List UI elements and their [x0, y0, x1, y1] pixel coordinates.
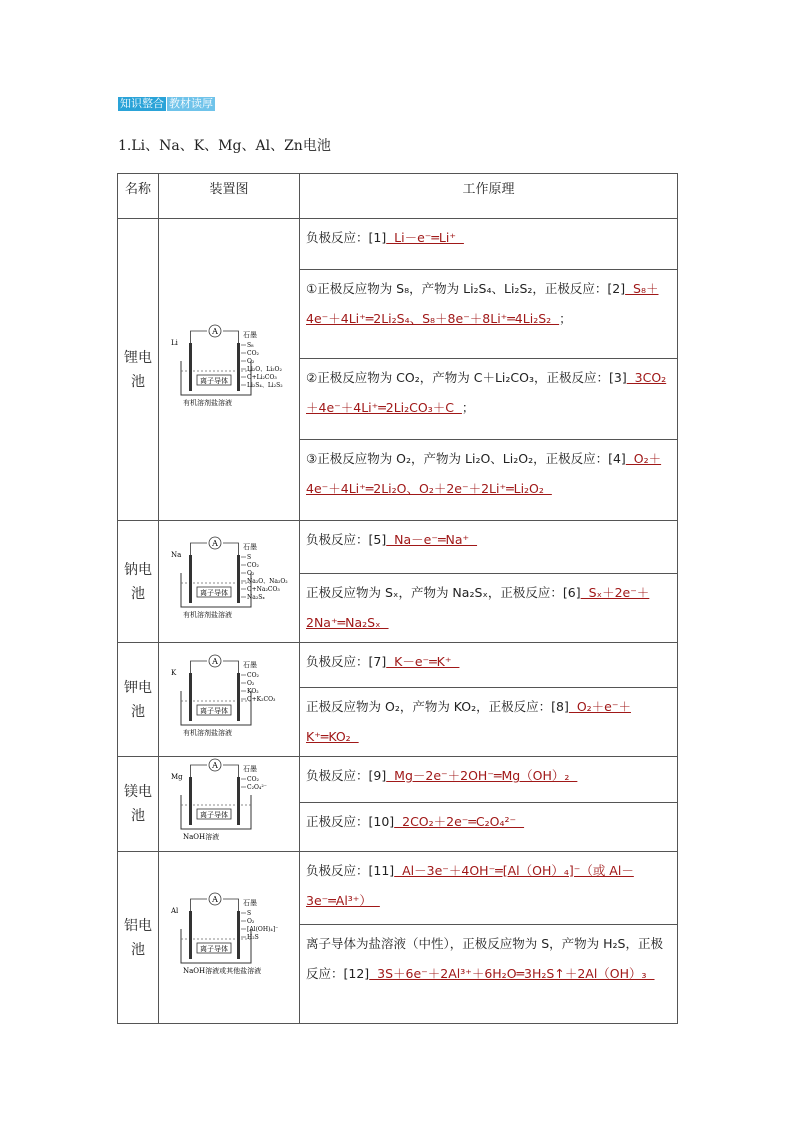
- reaction-cell: [300, 643, 678, 688]
- header-device: 装置图: [159, 174, 300, 219]
- svg-text:石墨: 石墨: [243, 898, 257, 907]
- svg-text:O₂: O₂: [247, 917, 255, 925]
- svg-text:石墨: 石墨: [243, 330, 257, 339]
- reaction-suffix: ；: [559, 311, 572, 326]
- svg-text:S: S: [247, 909, 252, 917]
- reaction-prompt: 负极反应：[5]: [306, 532, 387, 547]
- reaction-cell: [300, 270, 678, 359]
- header-principle: 工作原理: [300, 174, 678, 219]
- table-row: [118, 643, 678, 688]
- reaction-cell: [300, 440, 678, 521]
- table-row: [118, 219, 678, 270]
- svg-text:S: S: [247, 553, 252, 561]
- reaction-cell: [300, 574, 678, 643]
- battery-name: 锂电池: [118, 219, 159, 521]
- svg-text:A: A: [212, 894, 218, 904]
- reaction-answer: O₂＋e⁻＋K⁺═KO₂: [306, 699, 631, 744]
- svg-text:[Al(OH)₄]⁻: [Al(OH)₄]⁻: [247, 925, 279, 933]
- reaction-prompt: 负极反应：[9]: [306, 768, 387, 783]
- reaction-prompt: ①正极反应物为 S₈，产物为 Li₂S₄、Li₂S₂，正极反应：[2]: [306, 281, 626, 296]
- svg-text:有机溶剂盐溶液: 有机溶剂盐溶液: [183, 398, 232, 407]
- reaction-prompt: 正极反应：[10]: [306, 814, 395, 830]
- svg-text:Li₂O、Li₂O₂: Li₂O、Li₂O₂: [247, 365, 282, 373]
- svg-text:石墨: 石墨: [243, 660, 257, 669]
- svg-text:O₂: O₂: [247, 357, 255, 365]
- reaction-answer: 3CO₂＋4e⁻＋4Li⁺═2Li₂CO₃＋C: [306, 370, 667, 415]
- svg-text:A: A: [212, 538, 218, 548]
- reaction-answer: 2CO₂＋2e⁻═C₂O₄²⁻: [394, 814, 525, 830]
- reaction-prompt: 负极反应：[7]: [306, 654, 387, 669]
- reaction-prompt: ③正极反应物为 O₂，产物为 Li₂O、Li₂O₂，正极反应：[4]: [306, 451, 626, 466]
- svg-text:离子导体: 离子导体: [200, 706, 228, 715]
- battery-name: 铝电池: [118, 852, 159, 1024]
- cell-diagram: [167, 653, 291, 743]
- svg-text:C+Na₂CO₃: C+Na₂CO₃: [247, 585, 280, 593]
- svg-text:离子导体: 离子导体: [200, 944, 228, 953]
- reaction-cell: [300, 521, 678, 574]
- reaction-answer: S₈＋4e⁻＋4Li⁺═2Li₂S₄、S₈＋8e⁻＋8Li⁺═4Li₂S₂: [306, 281, 659, 326]
- svg-text:CO₂: CO₂: [247, 561, 259, 569]
- reaction-answer: Mg－2e⁻＋2OH⁻═Mg（OH）₂: [386, 768, 578, 783]
- table-header-row: [118, 174, 678, 219]
- device-diagram: [159, 643, 300, 757]
- svg-text:Al: Al: [171, 906, 179, 915]
- reaction-cell: [300, 688, 678, 757]
- svg-text:NaOH溶液: NaOH溶液: [183, 833, 220, 841]
- svg-text:石墨: 石墨: [243, 542, 257, 551]
- section-heading: 1.Li、Na、K、Mg、Al、Zn电池: [118, 138, 331, 154]
- svg-text:CO₂: CO₂: [247, 671, 259, 679]
- cell-diagram: [167, 757, 291, 847]
- reaction-prompt: 正极反应物为 Sₓ，产物为 Na₂Sₓ，正极反应：[6]: [306, 585, 581, 600]
- reaction-answer: Li－e⁻═Li⁺: [386, 230, 464, 245]
- svg-text:K: K: [171, 668, 177, 677]
- device-diagram: [159, 757, 300, 852]
- svg-text:KO₂: KO₂: [247, 687, 259, 695]
- svg-text:NaOH溶液或其他盐溶液: NaOH溶液或其他盐溶液: [183, 966, 262, 975]
- reaction-answer: K－e⁻═K⁺: [386, 654, 460, 669]
- svg-text:C₂O₄²⁻: C₂O₄²⁻: [247, 784, 267, 791]
- battery-table: [117, 173, 678, 1024]
- badge-knowledge: 知识整合: [120, 97, 164, 110]
- svg-text:石墨: 石墨: [243, 765, 257, 773]
- svg-text:有机溶剂盐溶液: 有机溶剂盐溶液: [183, 728, 232, 737]
- svg-text:S₈: S₈: [247, 341, 254, 349]
- badge-textbook: 教材读厚: [169, 97, 213, 110]
- table-row: [118, 521, 678, 574]
- device-diagram: [159, 521, 300, 643]
- svg-text:离子导体: 离子导体: [200, 811, 228, 819]
- reaction-prompt: 离子导体为盐溶液（中性），正极反应物为 S，产物为 H₂S，正极反应：[12]: [306, 936, 663, 981]
- table-row: [118, 757, 678, 803]
- reaction-answer: Sₓ＋2e⁻＋2Na⁺═Na₂Sₓ: [306, 585, 650, 630]
- table-row: [118, 852, 678, 925]
- reaction-cell: [300, 803, 678, 852]
- reaction-cell: [300, 757, 678, 803]
- svg-text:O₂: O₂: [247, 569, 255, 577]
- reaction-suffix: ；: [461, 400, 475, 415]
- reaction-answer: Al－3e⁻＋4OH⁻═[Al（OH）₄]⁻（或 Al－3e⁻═Al³⁺）: [306, 863, 634, 908]
- reaction-cell: [300, 925, 678, 1024]
- cell-diagram: [167, 535, 291, 625]
- device-diagram: [159, 852, 300, 1024]
- svg-text:A: A: [212, 656, 218, 666]
- svg-text:离子导体: 离子导体: [200, 376, 228, 385]
- header-name: 名称: [118, 174, 159, 219]
- svg-text:Mg: Mg: [171, 773, 183, 781]
- svg-text:Li₂S₄、Li₂S₂: Li₂S₄、Li₂S₂: [247, 381, 283, 389]
- battery-name: 钠电池: [118, 521, 159, 643]
- svg-text:Li: Li: [171, 338, 178, 347]
- reaction-prompt: ②正极反应物为 CO₂，产物为 C＋Li₂CO₃，正极反应：[3]: [306, 370, 627, 385]
- battery-name: 钾电池: [118, 643, 159, 757]
- svg-text:C+K₂CO₃: C+K₂CO₃: [247, 695, 276, 703]
- table-body: [118, 219, 678, 1024]
- svg-text:Na₂O、Na₂O₂: Na₂O、Na₂O₂: [247, 577, 288, 585]
- cell-diagram: [167, 891, 291, 981]
- svg-text:有机溶剂盐溶液: 有机溶剂盐溶液: [183, 610, 232, 619]
- reaction-prompt: 正极反应物为 O₂，产物为 KO₂，正极反应：[8]: [306, 699, 569, 714]
- svg-text:Na₂Sₓ: Na₂Sₓ: [247, 593, 265, 601]
- svg-text:Na: Na: [171, 550, 182, 559]
- svg-text:H₂S: H₂S: [247, 933, 259, 941]
- battery-name: 镁电池: [118, 757, 159, 852]
- svg-text:C+Li₂CO₃: C+Li₂CO₃: [247, 373, 277, 381]
- svg-text:A: A: [212, 326, 218, 336]
- reaction-answer: O₂＋4e⁻＋4Li⁺═2Li₂O、O₂＋2e⁻＋2Li⁺═Li₂O₂: [306, 451, 662, 496]
- reaction-answer: Na－e⁻═Na⁺: [386, 532, 478, 547]
- svg-text:A: A: [212, 761, 218, 770]
- reaction-answer: 3S＋6e⁻＋2Al³⁺＋6H₂O═3H₂S↑＋2Al（OH）₃: [369, 966, 655, 981]
- device-diagram: [159, 219, 300, 521]
- reaction-cell: [300, 359, 678, 440]
- svg-text:CO₂: CO₂: [247, 349, 259, 357]
- reaction-prompt: 负极反应：[11]: [306, 863, 395, 878]
- section-badges: [118, 97, 215, 111]
- svg-text:O₂: O₂: [247, 679, 255, 687]
- reaction-prompt: 负极反应：[1]: [306, 230, 387, 245]
- reaction-cell: [300, 852, 678, 925]
- reaction-cell: [300, 219, 678, 270]
- svg-text:CO₂: CO₂: [247, 776, 259, 783]
- cell-diagram: [167, 323, 291, 413]
- svg-text:离子导体: 离子导体: [200, 588, 228, 597]
